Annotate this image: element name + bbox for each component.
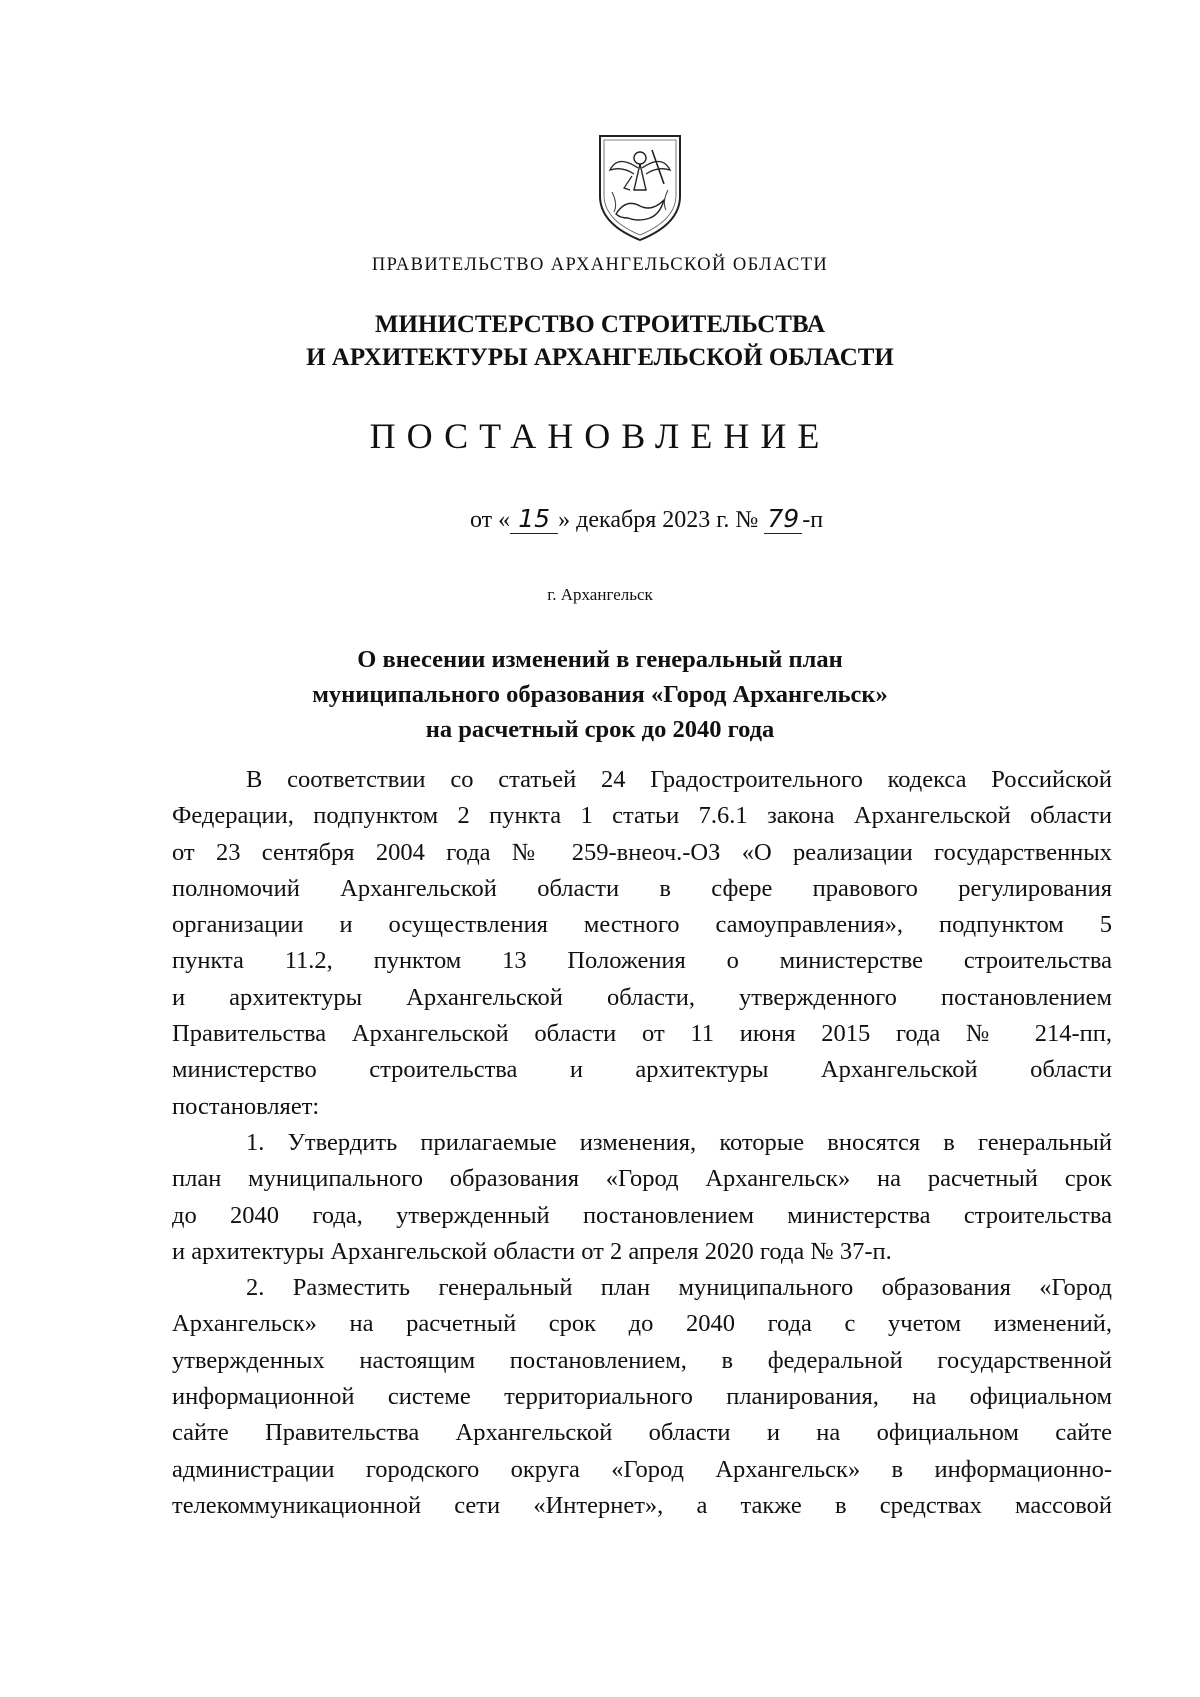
ministry-name-line-1: МИНИСТЕРСТВО СТРОИТЕЛЬСТВА: [374, 311, 826, 338]
coat-of-arms-emblem: [594, 132, 686, 244]
paragraph-line: пункта 11.2, пунктом 13 Положения о министерстве строительства: [172, 947, 1112, 975]
paragraph-line: В соответствии со статьей 24 Градостроительного кодекса Российской: [246, 766, 1112, 793]
paragraph-line: телекоммуникационной сети «Интернет», а также в средствах массовой: [172, 1491, 1112, 1519]
paragraph-line: от 23 сентября 2004 года № 259-внеоч.-ОЗ «О реализации государственных: [172, 838, 1112, 866]
paragraph-line: 1. Утвердить прилагаемые изменения, которые вносятся в генеральный: [246, 1128, 1112, 1156]
paragraph-line: 2. Разместить генеральный план муниципального образования «Город: [246, 1274, 1112, 1302]
paragraph-line: до 2040 года, утвержденный постановлением министерства строительства: [172, 1201, 1112, 1229]
paragraph-3: [172, 1270, 1112, 1524]
ministry-name-line-2: И АРХИТЕКТУРЫ АРХАНГЕЛЬСКОЙ ОБЛАСТИ: [306, 344, 894, 371]
title-line-2: муниципального образования «Город Архангельск»: [312, 681, 888, 708]
ministry-name: [0, 308, 1200, 374]
paragraph-line: министерство строительства и архитектуры Архангельской области: [172, 1056, 1112, 1084]
date-number-line: [470, 505, 823, 534]
title-line-3: на расчетный срок до 2040 года: [425, 716, 775, 743]
paragraph-line: постановляет:: [172, 1092, 320, 1120]
paragraph-line: Правительства Архангельской области от 11 июня 2015 года № 214-пп,: [172, 1020, 1112, 1048]
paragraph-line: утвержденных настоящим постановлением, в федеральной государственной: [172, 1346, 1112, 1374]
paragraph-line: полномочий Архангельской области в сфере правового регулирования: [172, 874, 1112, 902]
paragraph-1: [172, 762, 1112, 1125]
handwritten-day: 15: [510, 505, 558, 534]
title-line-1: О внесении изменений в генеральный план: [357, 646, 843, 673]
city-name: г. Архангельск: [547, 585, 653, 604]
paragraph-line: и архитектуры Архангельской области от 2 апреля 2020 года № 37-п.: [172, 1237, 892, 1265]
paragraph-line: сайте Правительства Архангельской области и на официальном сайте: [172, 1419, 1112, 1447]
number-suffix: -п: [802, 507, 824, 533]
date-prefix: от «: [470, 507, 511, 533]
document-body: [172, 762, 1112, 1524]
paragraph-line: и архитектуры Архангельской области, утвержденного постановлением: [172, 983, 1112, 1011]
date-middle: » декабря 2023 г. №: [558, 507, 759, 533]
paragraph-line: Федерации, подпунктом 2 пункта 1 статьи 7.6.1 закона Архангельской области: [172, 802, 1112, 830]
handwritten-document-number: 79: [764, 505, 802, 534]
paragraph-line: информационной системе территориального планирования, на официальном: [172, 1383, 1112, 1411]
document-title: [0, 642, 1200, 747]
coat-of-arms-icon: [594, 132, 686, 244]
paragraph-2: [172, 1125, 1112, 1270]
government-name: ПРАВИТЕЛЬСТВО АРХАНГЕЛЬСКОЙ ОБЛАСТИ: [371, 255, 829, 275]
paragraph-line: администрации городского округа «Город Архангельск» в информационно-: [172, 1455, 1112, 1483]
document-type-heading: ПОСТАНОВЛЕНИЕ: [369, 416, 831, 456]
paragraph-line: организации и осуществления местного самоуправления», подпунктом 5: [172, 911, 1112, 939]
paragraph-line: план муниципального образования «Город Архангельск» на расчетный срок: [172, 1165, 1112, 1193]
paragraph-line: Архангельск» на расчетный срок до 2040 года с учетом изменений,: [172, 1310, 1112, 1338]
